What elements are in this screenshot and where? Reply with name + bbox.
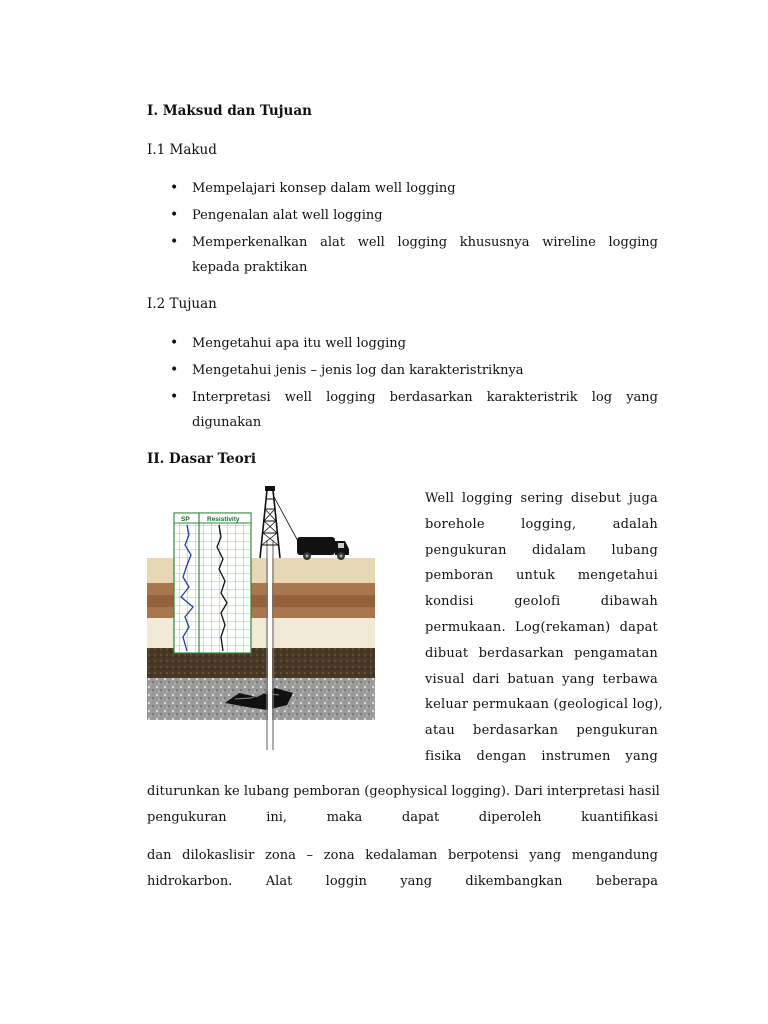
text-line: borehole logging, adalah [425, 516, 658, 532]
dasar-teori-column-text [425, 486, 664, 770]
makud-list [170, 176, 658, 282]
list-item: • Mengetahui jenis – jenis log dan karakteristriknya [170, 358, 658, 383]
text-line: keluar permukaan (geological log), [425, 697, 664, 713]
text-line: pemboran untuk mengetahui [425, 568, 658, 584]
text-line: pengukuran ini, maka dapat diperoleh kuantifikasi [147, 810, 658, 825]
subheading-tujuan: I.2 Tujuan [147, 296, 217, 312]
subheading-makud: I.1 Makud [147, 142, 217, 158]
tujuan-list [170, 331, 658, 437]
well-logging-figure [147, 485, 375, 750]
text-line: permukaan. Log(rekaman) dapat [425, 619, 658, 635]
resistivity-label: Resistivity [207, 516, 240, 523]
logging-truck [297, 537, 349, 560]
list-item: • Mengetahui apa itu well logging [170, 331, 658, 356]
section-heading-maksud: I. Maksud dan Tujuan [147, 103, 312, 119]
text-line: diturunkan ke lubang pemboran (geophysical logging). Dari interpretasi hasil [147, 784, 660, 799]
dasar-teori-paragraph-1 [147, 779, 658, 831]
text-line: hidrokarbon. Alat loggin yang dikembangkan beberapa [147, 874, 658, 889]
text-line: pengukuran didalam lubang [425, 542, 658, 558]
text-line: fisika dengan instrumen yang [425, 748, 658, 764]
text-line: Well logging sering disebut juga [425, 491, 658, 506]
section-heading-dasar-teori: II. Dasar Teori [147, 451, 256, 467]
list-item: • Interpretasi well logging berdasarkan karakteristrik log yang digunakan [170, 385, 658, 435]
list-item: • Mempelajari konsep dalam well logging [170, 176, 658, 201]
text-line: dibuat berdasarkan pengamatan [425, 645, 658, 661]
text-line: kondisi geolofi dibawah [425, 594, 658, 610]
list-item: • Pengenalan alat well logging [170, 203, 658, 228]
sp-label: SP [181, 516, 190, 523]
text-line: visual dari batuan yang terbawa [425, 671, 658, 687]
dasar-teori-paragraph-2 [147, 843, 658, 895]
text-line: atau berdasarkan pengukuran [425, 723, 658, 739]
text-line: dan dilokaslisir zona – zona kedalaman berpotensi yang mengandung [147, 848, 658, 863]
list-item: • Memperkenalkan alat well logging khususnya wireline logging kepada praktikan [170, 230, 658, 280]
